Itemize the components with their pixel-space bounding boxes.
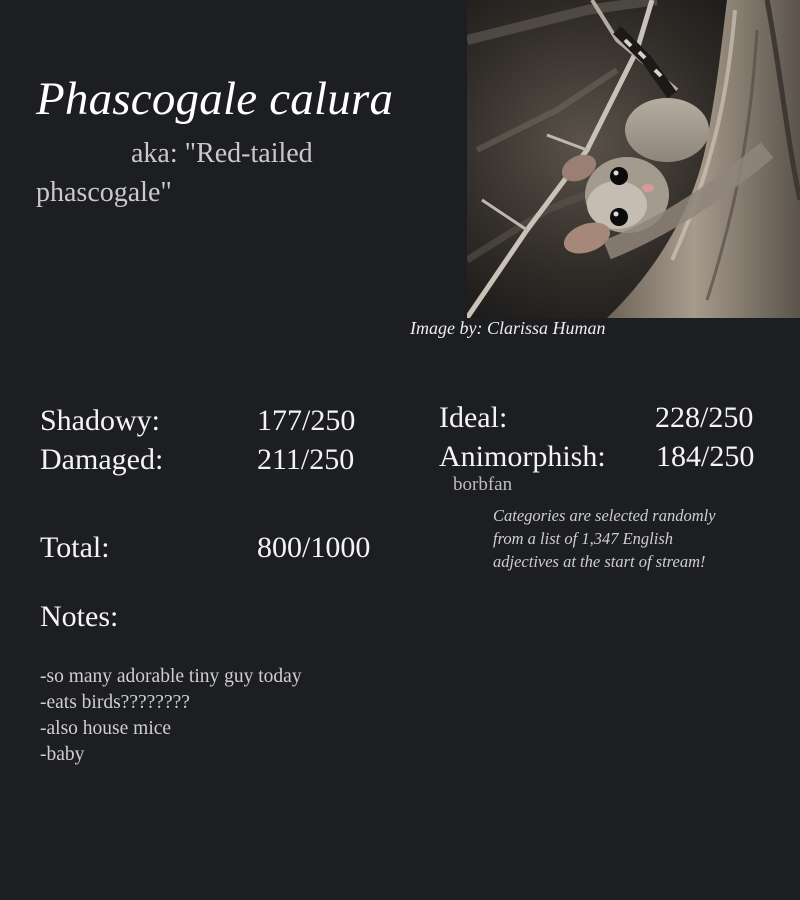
note-item: -baby: [40, 744, 85, 765]
notes-list: [40, 664, 302, 768]
species-title: Phascogale calura: [36, 73, 394, 125]
animal-photo: [467, 0, 800, 318]
stat-value-animorphish: 184/250: [656, 440, 755, 473]
image-credit: Image by: Clarissa Human: [410, 318, 606, 338]
note-item: -so many adorable tiny guy today: [40, 666, 302, 687]
stat-value-shadowy: 177/250: [257, 404, 356, 437]
notes-heading: Notes:: [40, 600, 119, 633]
stat-value-ideal: 228/250: [655, 401, 754, 434]
category-note: Categories are selected randomly from a list of 1,347 English adjectives at the start of stream!: [493, 506, 716, 571]
animorphish-note: borbfan: [453, 474, 513, 495]
note-item: -eats birds????????: [40, 692, 190, 713]
total-value: 800/1000: [257, 531, 371, 564]
total-label: Total:: [40, 531, 110, 564]
stat-label-ideal: Ideal:: [439, 401, 508, 434]
common-name: aka: "Red-tailed phascogale": [36, 138, 313, 208]
stat-label-shadowy: Shadowy:: [40, 404, 160, 437]
note-item: -also house mice: [40, 718, 172, 739]
phascogale-photo-illustration: [467, 0, 800, 318]
stat-label-damaged: Damaged:: [40, 443, 164, 476]
stat-value-damaged: 211/250: [257, 443, 355, 476]
stat-label-animorphish: Animorphish:: [439, 440, 606, 473]
